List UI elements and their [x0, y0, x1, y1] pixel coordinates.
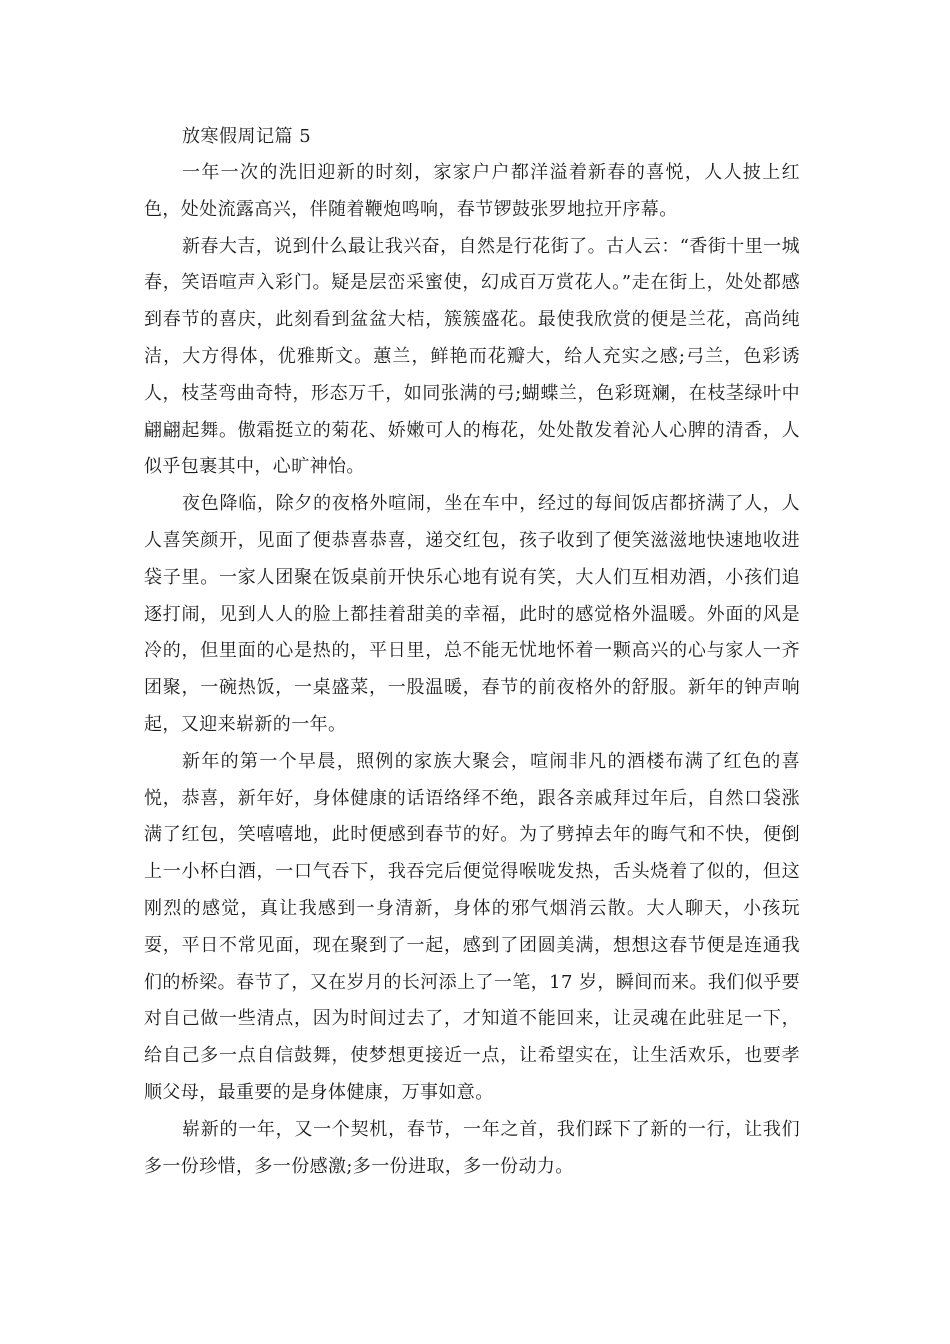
paragraph-2: 新春大吉，说到什么最让我兴奋，自然是行花街了。古人云：“香街十里一城春，笑语喧声入彩门。疑是层峦采蜜使，幻成百万赏花人。”走在街上，处处都感到春节的喜庆，此刻看到盆盆大桔，簇簇盛花。最使我欣赏的便是兰花，高尚纯洁，大方得体，优雅斯文。蕙兰，鲜艳而花瓣大，给人充实之感;弓兰，色彩诱人，枝茎弯曲奇特，形态万千，如同张满的弓;蝴蝶兰，色彩斑斓，在枝茎绿叶中翩翩起舞。傲霜挺立的菊花、娇嫩可人的梅花，处处散发着沁人心脾的清香，人似乎包裹其中，心旷神怡。	[144, 235, 800, 478]
document-title: 放寒假周记篇 5	[182, 126, 312, 147]
paragraph-3: 夜色降临，除夕的夜格外喧闹，坐在车中，经过的每间饭店都挤满了人，人人喜笑颜开，见面了便恭喜恭喜，递交红包，孩子收到了便笑滋滋地快速地收进袋子里。一家人团聚在饭桌前开快乐心地有说有笑，大人们互相劝酒，小孩们追逐打闹，见到人人的脸上都挂着甜美的幸福，此时的感觉格外温暖。外面的风是冷的，但里面的心是热的，平日里，总不能无忧地怀着一颗高兴的心与家人一齐团聚，一碗热饭，一桌盛菜，一股温暖，春节的前夜格外的舒服。新年的钟声响起，又迎来崭新的一年。	[144, 493, 800, 735]
document-body	[144, 118, 800, 1185]
paragraph-5: 崭新的一年，又一个契机，春节，一年之首，我们踩下了新的一行，让我们多一份珍惜，多一份感激;多一份进取，多一份动力。	[144, 1118, 800, 1177]
paragraph-4: 新年的第一个早晨，照例的家族大聚会，喧闹非凡的酒楼布满了红色的喜悦，恭喜，新年好，身体健康的话语络绎不绝，跟各亲戚拜过年后，自然口袋涨满了红包，笑嘻嘻地，此时便感到春节的好。为了劈掉去年的晦气和不快，便倒上一小杯白酒，一口气吞下，我吞完后便觉得喉咙发热，舌头烧着了似的，但这刚烈的感觉，真让我感到一身清新，身体的邪气烟消云散。大人聊天，小孩玩耍，平日不常见面，现在聚到了一起，感到了团圆美满，想想这春节便是连通我们的桥梁。春节了，又在岁月的长河添上了一笔，17 岁，瞬间而来。我们似乎要对自己做一些清点，因为时间过去了，才知道不能回来，让灵魂在此驻足一下，给自己多一点自信鼓舞，使梦想更接近一点，让希望实在，让生活欢乐，也要孝顺父母，最重要的是身体健康，万事如意。	[144, 750, 800, 1103]
paragraph-1: 一年一次的洗旧迎新的时刻，家家户户都洋溢着新春的喜悦，人人披上红色，处处流露高兴，伴随着鞭炮鸣响，春节锣鼓张罗地拉开序幕。	[144, 162, 800, 220]
